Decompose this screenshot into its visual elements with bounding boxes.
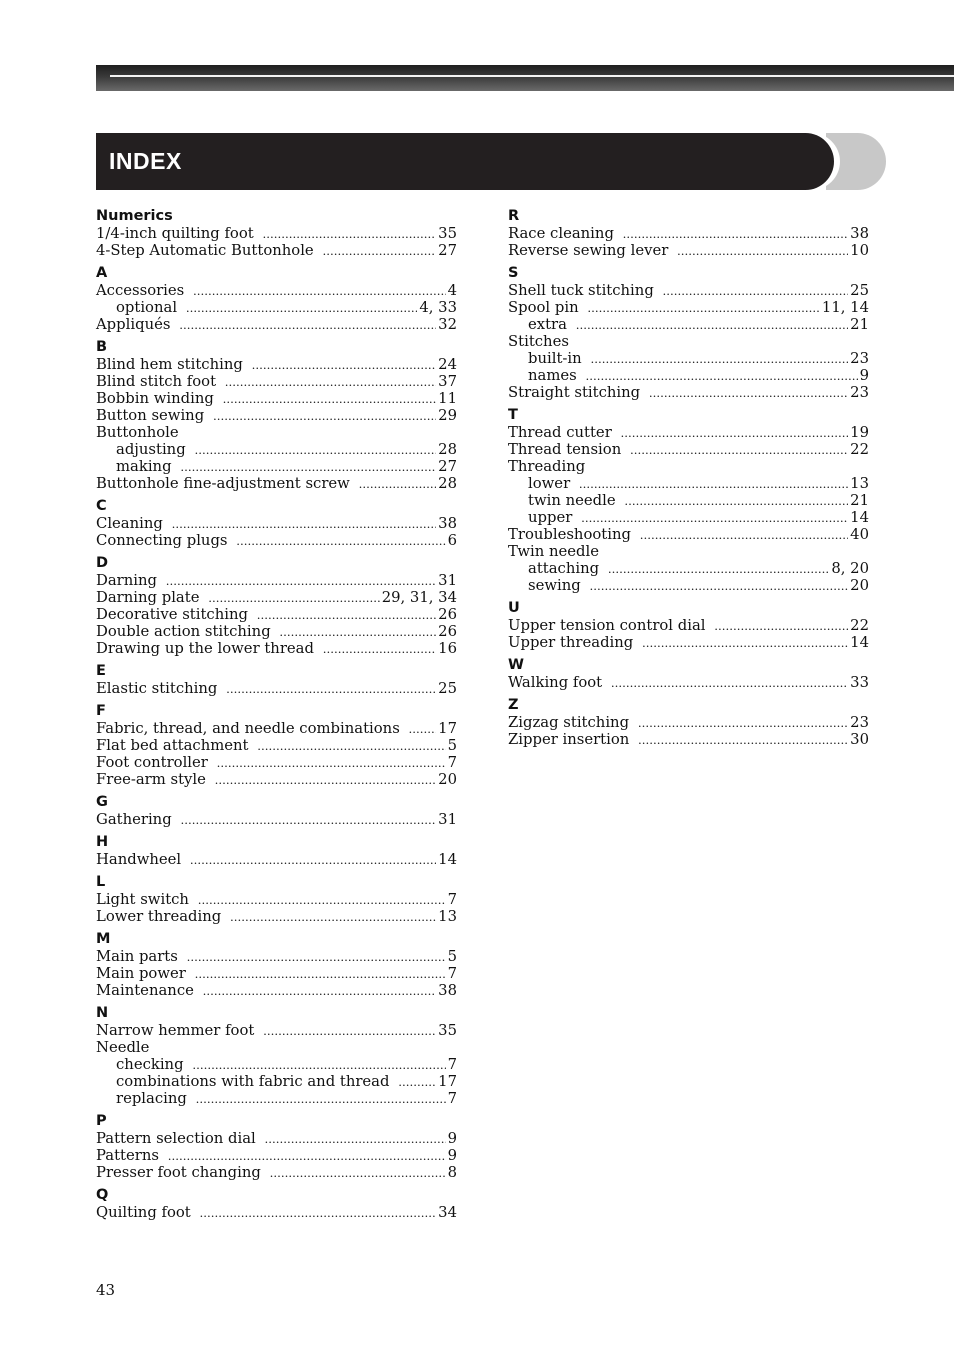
entry-page-ref: 9 xyxy=(859,367,869,384)
section-letter: Q xyxy=(96,1187,109,1203)
entry-page-ref: 5 xyxy=(447,737,457,754)
index-subentry xyxy=(508,560,869,577)
index-subentry xyxy=(508,367,869,384)
entry-page-ref: 28 xyxy=(438,441,457,458)
section-letter: G xyxy=(96,794,108,810)
index-entry xyxy=(508,299,869,316)
dot-leader xyxy=(230,908,436,925)
section-letter: B xyxy=(96,339,108,355)
entry-term: Stitches xyxy=(508,333,569,350)
section-letter: E xyxy=(96,663,106,679)
entry-page-ref: 30 xyxy=(850,731,869,748)
dot-leader xyxy=(181,811,436,828)
index-entry xyxy=(96,373,457,390)
entry-page-ref: 14 xyxy=(438,851,457,868)
entry-term: Buttonhole fine-adjustment screw xyxy=(96,475,350,492)
index-section-n xyxy=(96,1005,457,1107)
entry-page-ref: 9 xyxy=(447,1130,457,1147)
entry-page-ref: 35 xyxy=(438,1022,457,1039)
section-letter: H xyxy=(96,834,109,850)
dot-leader xyxy=(179,316,436,333)
dot-leader xyxy=(225,373,436,390)
section-letter: S xyxy=(508,265,519,281)
entry-page-ref: 16 xyxy=(438,640,457,657)
entry-term: Twin needle xyxy=(508,543,599,560)
entry-term: names xyxy=(528,367,577,384)
entry-page-ref: 27 xyxy=(438,242,457,259)
entry-page-ref: 6 xyxy=(447,532,457,549)
index-section-s xyxy=(508,265,869,401)
entry-page-ref: 29 xyxy=(438,407,457,424)
entry-page-ref: 31 xyxy=(438,811,457,828)
entry-term: Thread cutter xyxy=(508,424,612,441)
index-entry xyxy=(96,225,457,242)
dot-leader xyxy=(166,572,436,589)
entry-term: Lower threading xyxy=(96,908,222,925)
entry-page-ref: 37 xyxy=(438,373,457,390)
entry-page-ref: 5 xyxy=(447,948,457,965)
dot-leader xyxy=(187,948,446,965)
entry-page-ref: 14 xyxy=(850,509,869,526)
index-subentry xyxy=(508,316,869,333)
entry-term: Spool pin xyxy=(508,299,579,316)
entry-term: Gathering xyxy=(96,811,172,828)
section-letter: Z xyxy=(508,697,519,713)
index-entry xyxy=(96,908,457,925)
index-entry xyxy=(508,441,869,458)
entry-page-ref: 14 xyxy=(850,634,869,651)
entry-term: Presser foot changing xyxy=(96,1164,261,1181)
index-subentry xyxy=(96,299,457,316)
index-subentry xyxy=(96,1090,457,1107)
dot-leader xyxy=(172,515,436,532)
index-section-m xyxy=(96,931,457,999)
entry-page-ref: 7 xyxy=(447,1090,457,1107)
index-entry xyxy=(508,384,869,401)
entry-page-ref: 19 xyxy=(850,424,869,441)
entry-term: Flat bed attachment xyxy=(96,737,249,754)
entry-page-ref: 7 xyxy=(447,891,457,908)
title-bar xyxy=(96,133,834,190)
entry-page-ref: 10 xyxy=(850,242,869,259)
entry-term: Narrow hemmer foot xyxy=(96,1022,255,1039)
index-section-r xyxy=(508,208,869,259)
entry-term: 4-Step Automatic Buttonhole xyxy=(96,242,314,259)
entry-term: optional xyxy=(116,299,178,316)
entry-term: Zipper insertion xyxy=(508,731,630,748)
index-section-q xyxy=(96,1187,457,1221)
entry-term: Thread tension xyxy=(508,441,622,458)
dot-leader xyxy=(193,1056,446,1073)
dot-leader xyxy=(409,720,436,737)
index-entry xyxy=(508,526,869,543)
entry-page-ref: 27 xyxy=(438,458,457,475)
entry-page-ref: 13 xyxy=(850,475,869,492)
index-subentry xyxy=(508,577,869,594)
entry-term: Quilting foot xyxy=(96,1204,191,1221)
index-subentry xyxy=(96,1056,457,1073)
entry-page-ref: 25 xyxy=(438,680,457,697)
index-entry xyxy=(96,532,457,549)
page-title: INDEX xyxy=(109,148,182,174)
dot-leader xyxy=(642,634,848,651)
entry-term: Troubleshooting xyxy=(508,526,631,543)
entry-term: Connecting plugs xyxy=(96,532,228,549)
index-entry xyxy=(96,1130,457,1147)
index-section-g xyxy=(96,794,457,828)
index-entry xyxy=(96,737,457,754)
index-entry xyxy=(96,771,457,788)
entry-page-ref: 11, 14 xyxy=(821,299,869,316)
entry-term: Maintenance xyxy=(96,982,194,999)
entry-page-ref: 13 xyxy=(438,908,457,925)
entry-page-ref: 7 xyxy=(447,1056,457,1073)
entry-page-ref: 21 xyxy=(850,316,869,333)
entry-term: Straight stitching xyxy=(508,384,641,401)
index-entry xyxy=(96,424,457,441)
index-entry xyxy=(96,1039,457,1056)
index-entry xyxy=(96,948,457,965)
entry-term: lower xyxy=(528,475,571,492)
index-entry xyxy=(96,316,457,333)
section-letter: U xyxy=(508,600,520,616)
entry-term: Blind stitch foot xyxy=(96,373,217,390)
dot-leader xyxy=(323,640,436,657)
entry-page-ref: 4, 33 xyxy=(419,299,457,316)
entry-page-ref: 9 xyxy=(447,1147,457,1164)
entry-term: Drawing up the lower thread xyxy=(96,640,314,657)
section-letter: Numerics xyxy=(96,208,173,224)
dot-leader xyxy=(623,225,848,242)
index-section-d xyxy=(96,555,457,657)
dot-leader xyxy=(663,282,848,299)
entry-term: 1/4-inch quilting foot xyxy=(96,225,254,242)
index-subentry xyxy=(508,475,869,492)
entry-page-ref: 8 xyxy=(447,1164,457,1181)
entry-page-ref: 17 xyxy=(438,1073,457,1090)
dot-leader xyxy=(263,1022,436,1039)
index-entry xyxy=(96,720,457,737)
entry-term: combinations with fabric and thread xyxy=(116,1073,390,1090)
entry-page-ref: 26 xyxy=(438,623,457,640)
index-subentry xyxy=(508,509,869,526)
section-letter: A xyxy=(96,265,108,281)
index-subentry xyxy=(96,1073,457,1090)
dot-leader xyxy=(398,1073,436,1090)
dot-leader xyxy=(181,458,437,475)
entry-term: extra xyxy=(528,316,567,333)
entry-term: Buttonhole xyxy=(96,424,179,441)
entry-term: Elastic stitching xyxy=(96,680,218,697)
dot-leader xyxy=(715,617,849,634)
section-letter: T xyxy=(508,407,518,423)
dot-leader xyxy=(200,1204,436,1221)
dot-leader xyxy=(217,754,446,771)
index-entry xyxy=(96,390,457,407)
entry-term: Patterns xyxy=(96,1147,159,1164)
dot-leader xyxy=(280,623,436,640)
entry-page-ref: 20 xyxy=(438,771,457,788)
index-section-l xyxy=(96,874,457,925)
entry-page-ref: 38 xyxy=(438,982,457,999)
entry-page-ref: 29, 31, 34 xyxy=(381,589,457,606)
index-entry xyxy=(508,242,869,259)
index-entry xyxy=(508,458,869,475)
title-ring-decoration xyxy=(826,133,886,190)
entry-term: Darning plate xyxy=(96,589,200,606)
entry-term: Pattern selection dial xyxy=(96,1130,256,1147)
index-entry xyxy=(508,282,869,299)
entry-page-ref: 25 xyxy=(850,282,869,299)
entry-page-ref: 34 xyxy=(438,1204,457,1221)
entry-page-ref: 21 xyxy=(850,492,869,509)
entry-page-ref: 23 xyxy=(850,384,869,401)
index-entry xyxy=(96,1164,457,1181)
entry-term: Accessories xyxy=(96,282,185,299)
index-section-c xyxy=(96,498,457,549)
entry-term: attaching xyxy=(528,560,600,577)
entry-page-ref: 20 xyxy=(850,577,869,594)
index-entry xyxy=(96,572,457,589)
index-entry xyxy=(96,680,457,697)
index-subentry xyxy=(96,441,457,458)
index-section-u xyxy=(508,600,869,651)
entry-term: Zigzag stitching xyxy=(508,714,630,731)
dot-leader xyxy=(226,680,436,697)
index-subentry xyxy=(508,492,869,509)
entry-page-ref: 7 xyxy=(447,754,457,771)
title-banner xyxy=(96,133,888,190)
dot-leader xyxy=(638,714,848,731)
index-entry xyxy=(96,640,457,657)
dot-leader xyxy=(581,509,848,526)
index-entry xyxy=(96,623,457,640)
index-entry xyxy=(96,515,457,532)
entry-term: Blind hem stitching xyxy=(96,356,243,373)
dot-leader xyxy=(323,242,436,259)
dot-leader xyxy=(223,390,436,407)
entry-page-ref: 8, 20 xyxy=(831,560,869,577)
entry-term: sewing xyxy=(528,577,581,594)
entry-term: checking xyxy=(116,1056,184,1073)
dot-leader xyxy=(590,577,848,594)
index-column-right xyxy=(508,208,869,754)
index-entry xyxy=(508,225,869,242)
dot-leader xyxy=(588,299,820,316)
index-entry xyxy=(96,1022,457,1039)
dot-leader xyxy=(576,316,848,333)
dot-leader xyxy=(237,532,446,549)
dot-leader xyxy=(195,965,446,982)
dot-leader xyxy=(186,299,417,316)
entry-page-ref: 33 xyxy=(850,674,869,691)
entry-term: Appliqués xyxy=(96,316,171,333)
entry-term: Light switch xyxy=(96,891,189,908)
section-letter: L xyxy=(96,874,106,890)
index-entry xyxy=(508,731,869,748)
entry-page-ref: 38 xyxy=(438,515,457,532)
dot-leader xyxy=(608,560,829,577)
entry-term: Darning xyxy=(96,572,158,589)
page-number: 43 xyxy=(96,1281,116,1299)
dot-leader xyxy=(252,356,436,373)
dot-leader xyxy=(586,367,858,384)
entry-page-ref: 22 xyxy=(850,441,869,458)
dot-leader xyxy=(621,424,848,441)
index-entry xyxy=(508,714,869,731)
header-decorative-bar xyxy=(96,65,954,91)
entry-term: Threading xyxy=(508,458,586,475)
entry-term: Needle xyxy=(96,1039,150,1056)
entry-page-ref: 26 xyxy=(438,606,457,623)
entry-term: Double action stitching xyxy=(96,623,271,640)
entry-term: Reverse sewing lever xyxy=(508,242,669,259)
index-entry xyxy=(96,754,457,771)
dot-leader xyxy=(215,771,436,788)
section-letter: N xyxy=(96,1005,109,1021)
entry-page-ref: 28 xyxy=(438,475,457,492)
entry-page-ref: 35 xyxy=(438,225,457,242)
section-letter: W xyxy=(508,657,524,673)
entry-term: Main parts xyxy=(96,948,178,965)
entry-term: adjusting xyxy=(116,441,186,458)
entry-page-ref: 40 xyxy=(850,526,869,543)
dot-leader xyxy=(168,1147,446,1164)
dot-leader xyxy=(198,891,446,908)
index-entry xyxy=(96,851,457,868)
entry-term: Foot controller xyxy=(96,754,208,771)
entry-term: Free-arm style xyxy=(96,771,206,788)
dot-leader xyxy=(591,350,848,367)
dot-leader xyxy=(208,589,379,606)
section-letter: F xyxy=(96,703,106,719)
dot-leader xyxy=(640,526,848,543)
index-section-h xyxy=(96,834,457,868)
index-entry xyxy=(96,891,457,908)
index-section-w xyxy=(508,657,869,691)
dot-leader xyxy=(193,282,445,299)
entry-page-ref: 11 xyxy=(438,390,457,407)
index-entry xyxy=(508,333,869,350)
entry-term: Shell tuck stitching xyxy=(508,282,654,299)
dot-leader xyxy=(203,982,436,999)
index-entry xyxy=(508,634,869,651)
index-subentry xyxy=(508,350,869,367)
index-section-p xyxy=(96,1113,457,1181)
index-entry xyxy=(96,589,457,606)
entry-page-ref: 17 xyxy=(438,720,457,737)
entry-term: Cleaning xyxy=(96,515,163,532)
index-section-b xyxy=(96,339,457,492)
entry-term: making xyxy=(116,458,172,475)
index-entry xyxy=(96,475,457,492)
dot-leader xyxy=(190,851,436,868)
entry-term: upper xyxy=(528,509,573,526)
entry-term: Button sewing xyxy=(96,407,205,424)
index-entry xyxy=(96,1147,457,1164)
entry-page-ref: 31 xyxy=(438,572,457,589)
dot-leader xyxy=(270,1164,446,1181)
dot-leader xyxy=(359,475,436,492)
section-letter: D xyxy=(96,555,109,571)
dot-leader xyxy=(630,441,848,458)
section-letter: P xyxy=(96,1113,107,1129)
index-entry xyxy=(508,617,869,634)
index-column-left xyxy=(96,208,457,1227)
entry-term: Upper threading xyxy=(508,634,634,651)
index-entry xyxy=(96,356,457,373)
entry-term: Main power xyxy=(96,965,186,982)
entry-page-ref: 23 xyxy=(850,714,869,731)
entry-term: Upper tension control dial xyxy=(508,617,706,634)
index-section-numerics xyxy=(96,208,457,259)
dot-leader xyxy=(258,737,446,754)
entry-term: Handwheel xyxy=(96,851,182,868)
dot-leader xyxy=(625,492,849,509)
index-subentry xyxy=(96,458,457,475)
index-section-z xyxy=(508,697,869,748)
index-entry xyxy=(96,982,457,999)
section-letter: R xyxy=(508,208,520,224)
dot-leader xyxy=(263,225,436,242)
entry-page-ref: 24 xyxy=(438,356,457,373)
index-section-f xyxy=(96,703,457,788)
dot-leader xyxy=(638,731,848,748)
entry-page-ref: 4 xyxy=(447,282,457,299)
entry-page-ref: 32 xyxy=(438,316,457,333)
entry-term: Bobbin winding xyxy=(96,390,214,407)
dot-leader xyxy=(265,1130,446,1147)
entry-page-ref: 23 xyxy=(850,350,869,367)
index-entry xyxy=(508,543,869,560)
entry-term: replacing xyxy=(116,1090,187,1107)
entry-term: Decorative stitching xyxy=(96,606,248,623)
entry-term: Race cleaning xyxy=(508,225,614,242)
index-entry xyxy=(96,282,457,299)
index-entry xyxy=(508,674,869,691)
entry-term: built-in xyxy=(528,350,582,367)
index-section-a xyxy=(96,265,457,333)
entry-term: Walking foot xyxy=(508,674,603,691)
dot-leader xyxy=(257,606,436,623)
dot-leader xyxy=(579,475,848,492)
section-letter: M xyxy=(96,931,111,947)
entry-page-ref: 7 xyxy=(447,965,457,982)
index-entry xyxy=(96,606,457,623)
dot-leader xyxy=(611,674,848,691)
dot-leader xyxy=(195,441,436,458)
section-letter: C xyxy=(96,498,107,514)
dot-leader xyxy=(677,242,848,259)
entry-term: twin needle xyxy=(528,492,616,509)
index-section-t xyxy=(508,407,869,594)
index-section-e xyxy=(96,663,457,697)
entry-page-ref: 38 xyxy=(850,225,869,242)
dot-leader xyxy=(649,384,848,401)
index-entry xyxy=(508,424,869,441)
index-entry xyxy=(96,1204,457,1221)
entry-term: Fabric, thread, and needle combinations xyxy=(96,720,400,737)
index-entry xyxy=(96,811,457,828)
dot-leader xyxy=(196,1090,446,1107)
entry-page-ref: 22 xyxy=(850,617,869,634)
index-entry xyxy=(96,407,457,424)
header-rule xyxy=(110,75,954,77)
index-entry xyxy=(96,242,457,259)
dot-leader xyxy=(213,407,436,424)
index-entry xyxy=(96,965,457,982)
